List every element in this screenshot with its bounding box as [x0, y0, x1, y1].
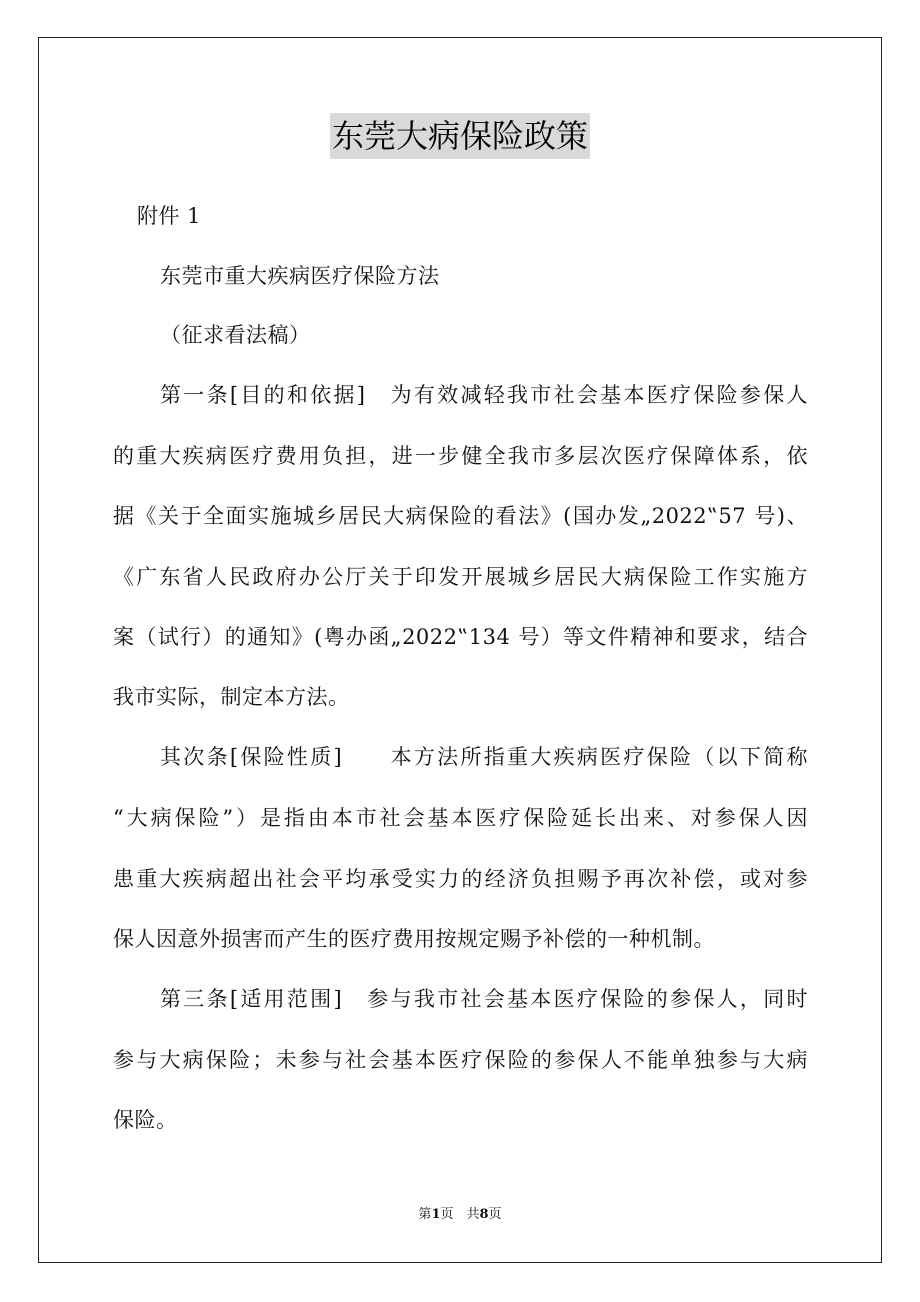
- article-1-line-4: 《广东省人民政府办公厅关于印发开展城乡居民大病保险工作实施方: [113, 565, 808, 589]
- article-3-line-3: 保险。: [113, 1108, 178, 1132]
- article-1-line-5: 案（试行）的通知》(粤办函„2022‟134 号）等文件精神和要求，结合: [113, 625, 808, 649]
- footer-prefix: 第: [418, 1207, 432, 1222]
- article-1-line-3: 据《关于全面实施城乡居民大病保险的看法》(国办发„2022‟57 号)、: [113, 504, 808, 528]
- footer-total-pages: 8: [479, 1207, 489, 1222]
- article-2-line-2: “大病保险”）是指由本市社会基本医疗保险延长出来、对参保人因: [113, 806, 808, 830]
- attachment-label: 附件 1: [137, 204, 202, 228]
- article-2-line-3: 患重大疾病超出社会平均承受实力的经济负担赐予再次补偿，或对参: [113, 867, 808, 891]
- article-2-line-4: 保人因意外损害而产生的医疗费用按规定赐予补偿的一种机制。: [113, 927, 715, 951]
- document-title: 东莞大病保险政策: [330, 113, 590, 159]
- document-subtitle: 东莞市重大疾病医疗保险方法: [160, 264, 440, 288]
- article-1-line-1: 第一条[目的和依据] 为有效减轻我市社会基本医疗保险参保人: [160, 383, 808, 407]
- draft-note: （征求看法稿）: [160, 323, 311, 347]
- article-2-line-1: 其次条[保险性质] 本方法所指重大疾病医疗保险（以下简称: [160, 745, 808, 769]
- title-container: [0, 113, 920, 159]
- page-footer: [0, 1206, 920, 1224]
- footer-current-page: 1: [431, 1207, 441, 1222]
- article-1-line-6: 我市实际，制定本方法。: [113, 685, 350, 709]
- footer-mid: 页 共: [440, 1207, 480, 1222]
- footer-suffix: 页: [488, 1207, 502, 1222]
- article-3-line-2: 参与大病保险；未参与社会基本医疗保险的参保人不能单独参与大病: [113, 1048, 808, 1072]
- article-3-line-1: 第三条[适用范围] 参与我市社会基本医疗保险的参保人，同时: [160, 987, 808, 1011]
- article-1-line-2: 的重大疾病医疗费用负担，进一步健全我市多层次医疗保障体系，依: [113, 444, 808, 468]
